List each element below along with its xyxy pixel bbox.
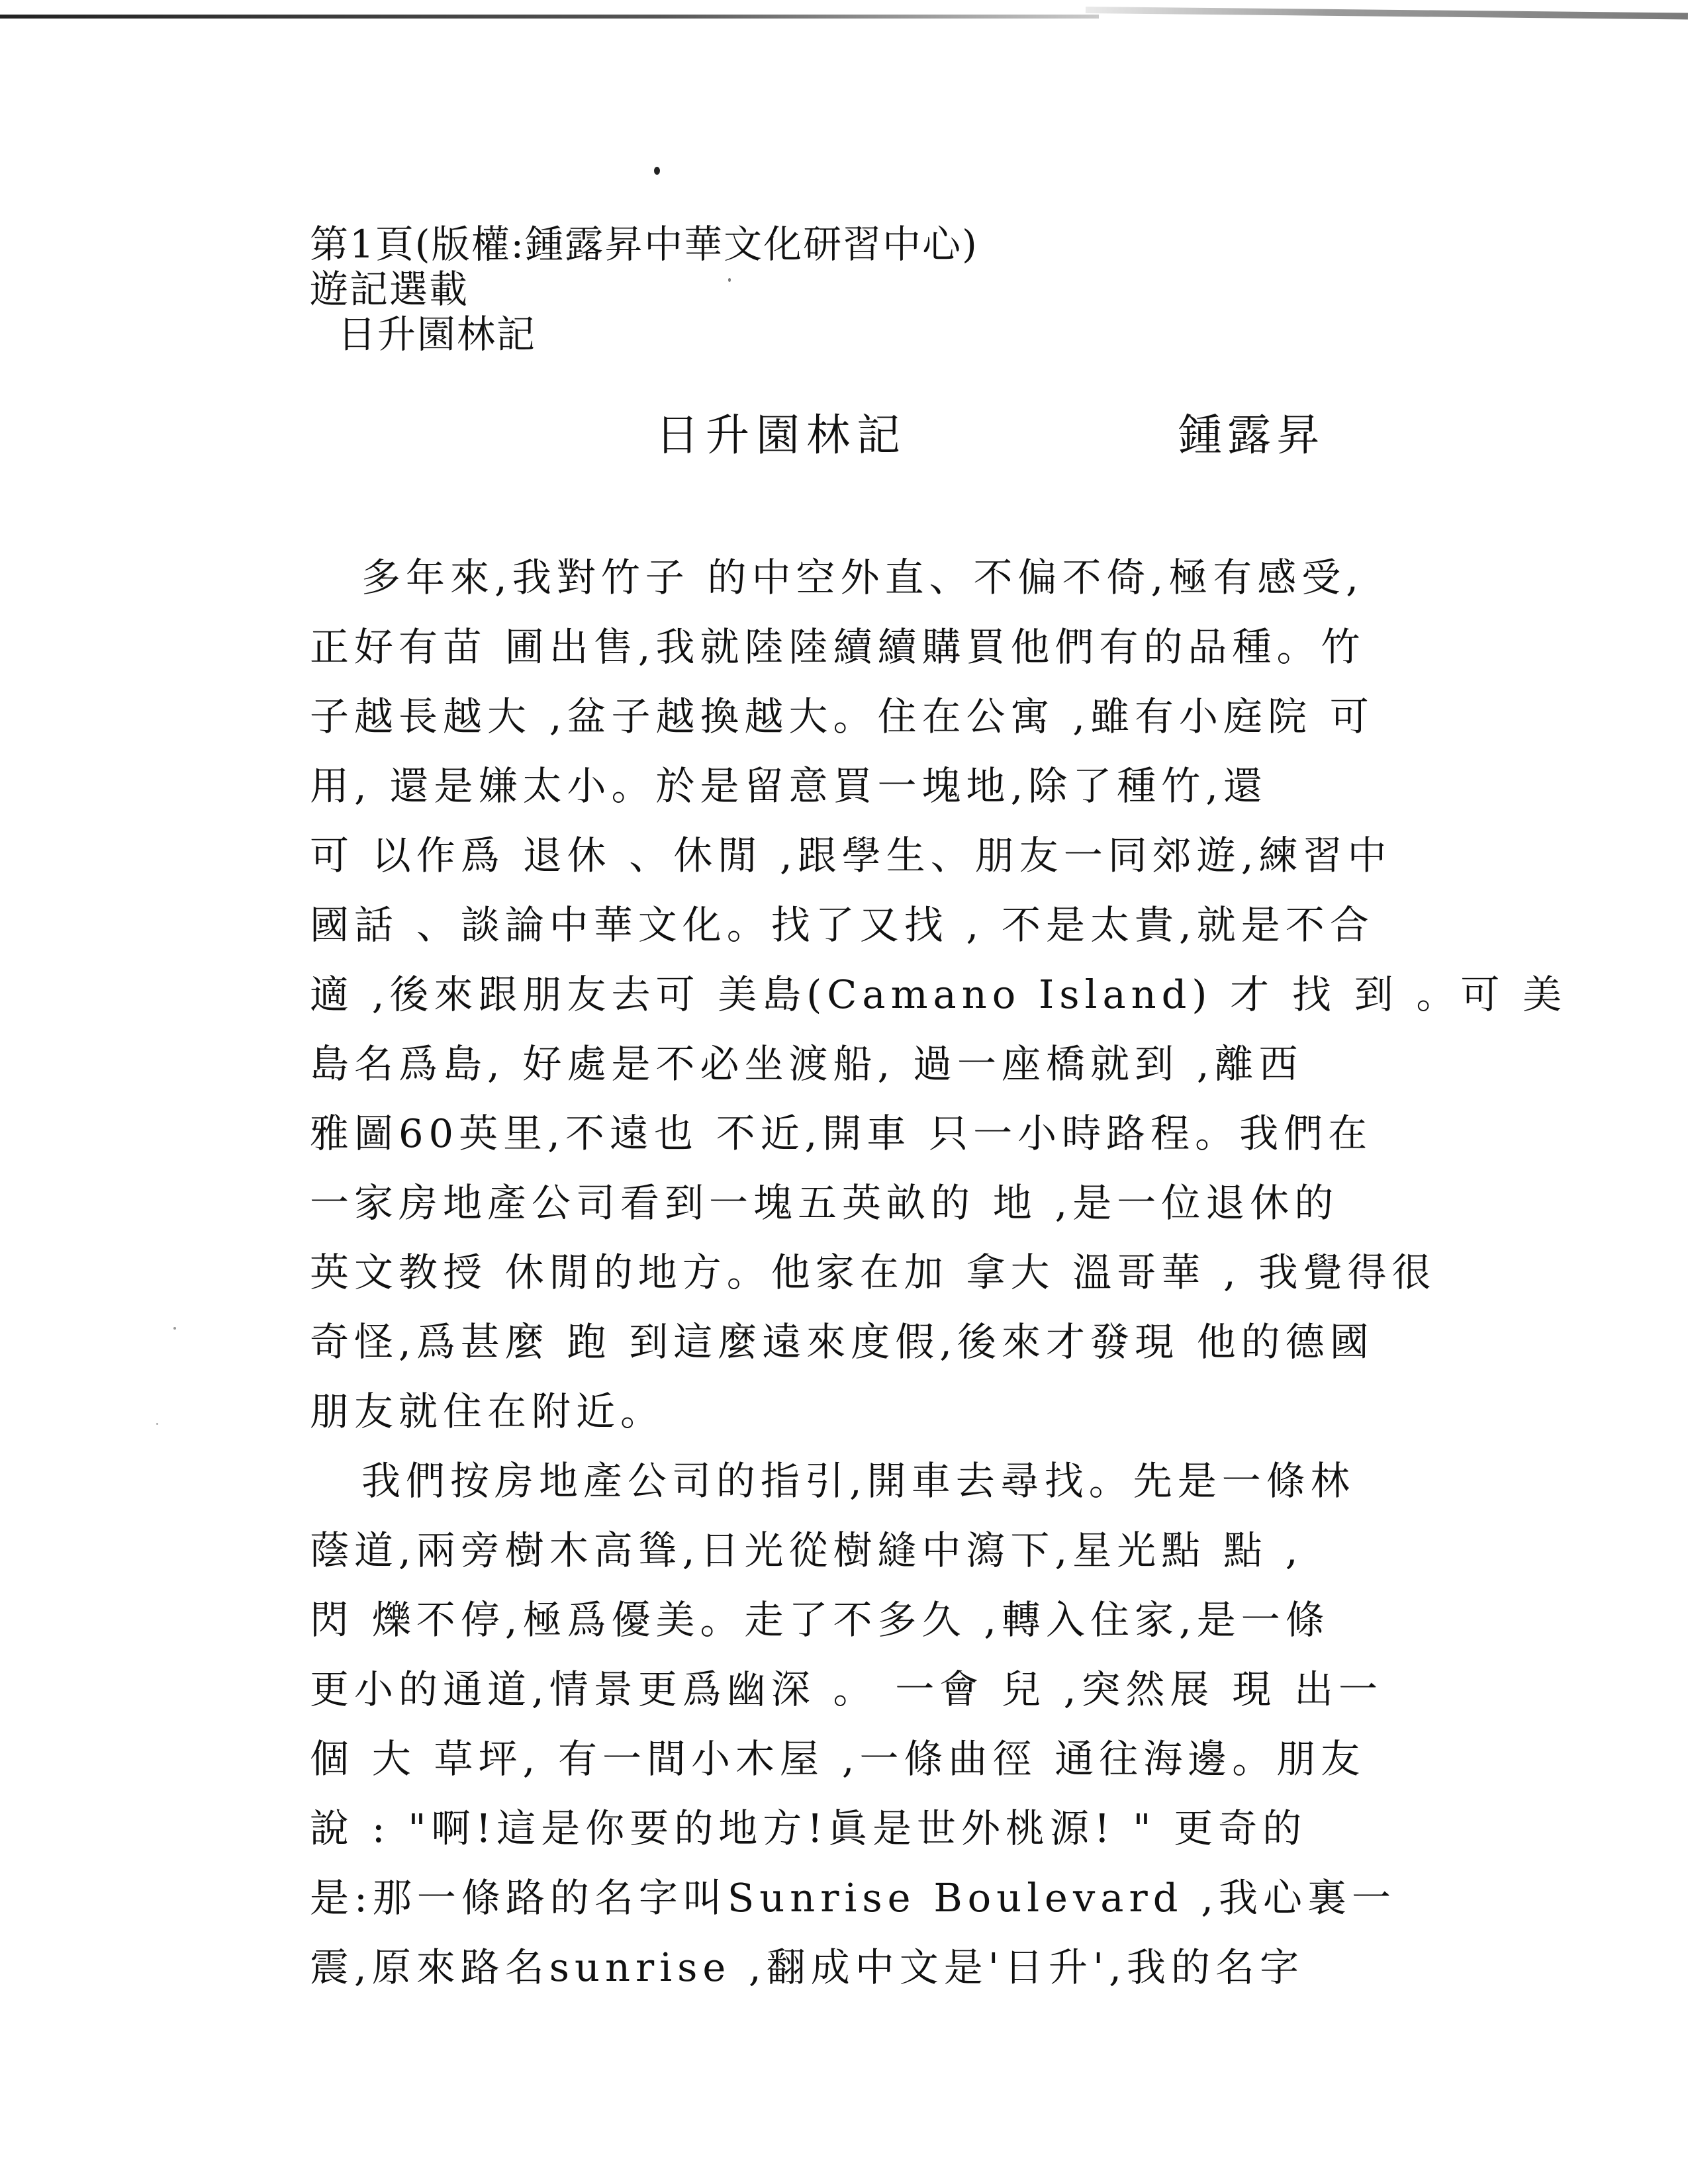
scan-artifact-line bbox=[0, 15, 1099, 19]
body-line: 可 以作爲 退休 、休閒 ,跟學生、朋友一同郊遊,練習中 bbox=[310, 833, 1392, 878]
body-line: 蔭道,兩旁樹木高聳,日光從樹縫中瀉下,星光點 點 , bbox=[310, 1527, 1303, 1573]
document-author: 鍾露昇 bbox=[1178, 410, 1325, 461]
body-line: 國話 、談論中華文化。找了又找 , 不是太貴,就是不合 bbox=[310, 902, 1374, 948]
body-line: 正好有苗 圃出售,我就陸陸續續購買他們有的品種。竹 bbox=[310, 624, 1366, 670]
scan-speck bbox=[156, 1423, 158, 1425]
body-line: 子越長越大 ,盆子越換越大。住在公寓 ,雖有小庭院 可 bbox=[310, 694, 1374, 739]
paragraph bbox=[310, 543, 1568, 1446]
body-line: 更小的通道,情景更爲幽深 。 一會 兒 ,突然展 現 出一 bbox=[310, 1666, 1383, 1712]
page-copyright-line: 第1頁(版權:鍾露昇中華文化研習中心) bbox=[310, 222, 978, 267]
body-line: 說 : "啊!這是你要的地方!眞是世外桃源! " 更奇的 bbox=[310, 1805, 1307, 1851]
body-line: 島名爲島, 好處是不必坐渡船, 過一座橋就到 ,離西 bbox=[310, 1041, 1303, 1087]
section-label: 遊記選載 bbox=[310, 267, 469, 312]
body-line: 朋友就住在附近。 bbox=[310, 1388, 665, 1434]
paragraph bbox=[310, 1446, 1488, 2002]
scan-artifact-line bbox=[1086, 7, 1688, 20]
body-line: 我們按房地產公司的指引,開車去尋找。先是一條林 bbox=[361, 1458, 1355, 1504]
body-line: 閃 爍不停,極爲優美。走了不多久 ,轉入住家,是一條 bbox=[310, 1597, 1330, 1643]
body-line: 適 ,後來跟朋友去可 美島(Camano Island) 才 找 到 。可 美 bbox=[310, 972, 1568, 1017]
scan-speck bbox=[173, 1327, 176, 1330]
body-line: 個 大 草坪, 有一間小木屋 ,一條曲徑 通往海邊。朋友 bbox=[310, 1736, 1366, 1782]
body-line: 一家房地產公司看到一塊五英畝的 地 ,是一位退休的 bbox=[310, 1180, 1339, 1226]
page-header bbox=[310, 222, 978, 357]
body-line: 是:那一條路的名字叫Sunrise Boulevard ,我心裏一 bbox=[310, 1875, 1396, 1921]
body-line: 震,原來路名sunrise ,翻成中文是'日升',我的名字 bbox=[310, 1944, 1304, 1990]
article-label: 日升園林記 bbox=[338, 312, 537, 357]
scan-speck bbox=[654, 167, 660, 175]
body-line: 英文教授 休閒的地方。他家在加 拿大 溫哥華 , 我覺得很 bbox=[310, 1250, 1436, 1295]
article-body bbox=[310, 543, 1568, 2002]
body-line: 用, 還是嫌太小。於是留意買一塊地,除了種竹,還 bbox=[310, 763, 1268, 809]
title-row bbox=[655, 409, 1325, 462]
body-line: 奇怪,爲甚麼 跑 到這麼遠來度假,後來才發現 他的德國 bbox=[310, 1319, 1374, 1365]
document-title: 日升園林記 bbox=[655, 410, 907, 461]
body-line: 雅圖60英里,不遠也 不近,開車 只一小時路程。我們在 bbox=[310, 1111, 1373, 1156]
body-line: 多年來,我對竹子 的中空外直、不偏不倚,極有感受, bbox=[361, 555, 1364, 600]
